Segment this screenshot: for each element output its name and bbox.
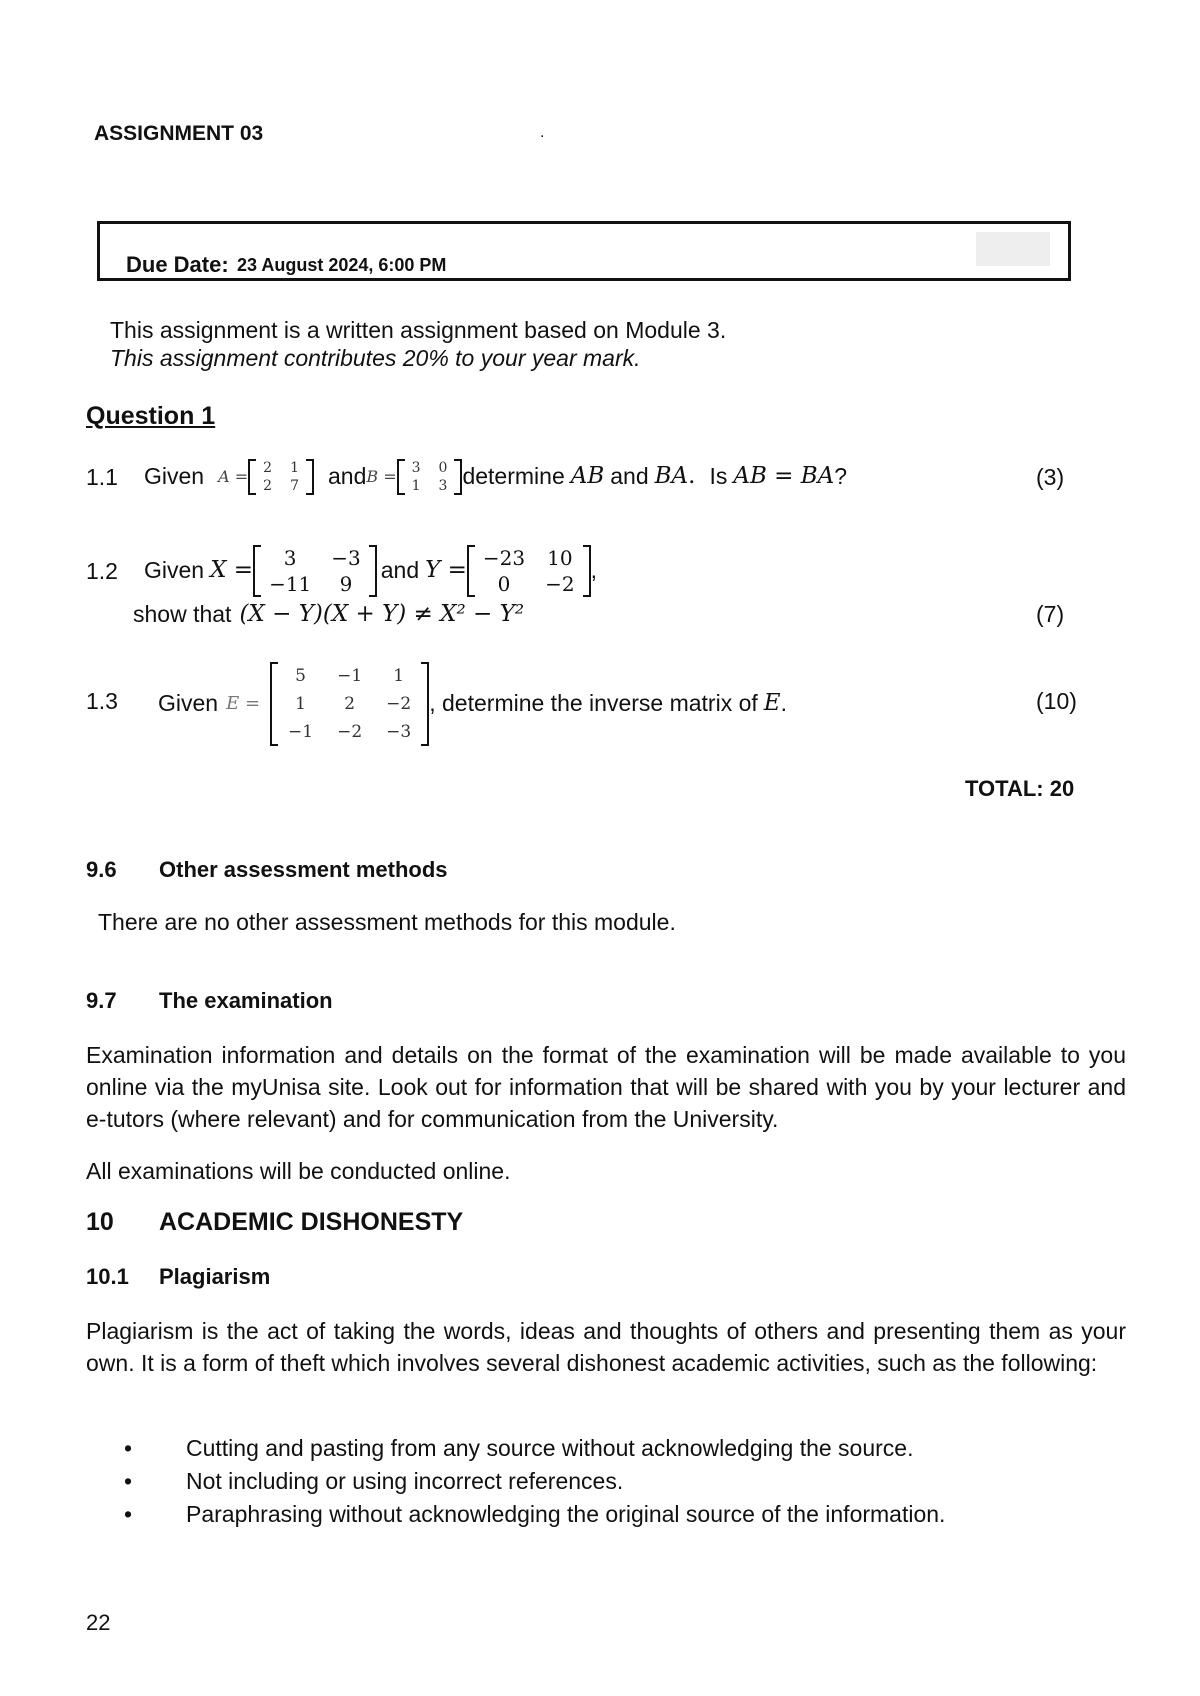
q2-show: show that: [133, 601, 232, 627]
q1-number: 1.1: [86, 464, 118, 490]
section-9-6-body: There are no other assessment methods for this module.: [98, 909, 676, 935]
q1-marks: (3): [1036, 464, 1065, 490]
matrix-y: [467, 545, 591, 597]
matrix-cell: 1: [393, 666, 405, 686]
section-10-1-title: Plagiarism: [159, 1264, 271, 1289]
q1-given: Given: [144, 463, 205, 490]
section-10-title: ACADEMIC DISHONESTY: [159, 1208, 464, 1236]
bullet-icon: •: [124, 1501, 133, 1527]
due-date-box: [97, 221, 1071, 281]
matrix-cell: 3: [283, 546, 297, 570]
q2-and: and: [380, 557, 420, 584]
matrix-cell: 1: [411, 478, 421, 494]
total-marks: TOTAL: 20: [965, 776, 1075, 801]
matrix-cell: −1: [288, 722, 314, 742]
section-9-6-number: 9.6: [86, 857, 117, 882]
matrix-b: [397, 459, 463, 495]
matrix-cell: −11: [269, 572, 312, 596]
section-10-1-number: 10.1: [86, 1264, 129, 1289]
matrix-cell: −3: [331, 546, 361, 570]
section-9-7-number: 9.7: [86, 988, 117, 1013]
q3-number: 1.3: [86, 688, 118, 714]
matrix-cell: 9: [339, 572, 353, 596]
q1-is: Is: [709, 463, 728, 490]
matrix-x: [253, 545, 377, 597]
matrix-cell: 3: [438, 478, 448, 494]
list-item: [124, 1435, 1024, 1465]
list-item: [124, 1468, 1024, 1498]
matrix-cell: 5: [295, 666, 306, 686]
matrix-cell: −1: [337, 666, 363, 686]
section-9-6-title: Other assessment methods: [159, 857, 448, 882]
matrix-cell: −2: [386, 694, 412, 714]
page-number: 22: [86, 1610, 111, 1635]
q3-given: Given: [158, 690, 219, 717]
bullet-text: Paraphrasing without acknowledging the original source of the information.: [186, 1501, 946, 1527]
q2-marks: (7): [1036, 601, 1065, 627]
matrix-cell: 7: [290, 478, 299, 494]
matrix-cell: 3: [411, 460, 421, 476]
bullet-icon: •: [124, 1468, 133, 1494]
matrix-e: [270, 662, 429, 746]
matrix-cell: −2: [545, 572, 575, 596]
q2-number: 1.2: [86, 558, 118, 584]
q1-and: and: [327, 463, 367, 490]
q1-body: [144, 450, 847, 504]
matrix-cell: 1: [295, 694, 306, 714]
matrix-cell: 0: [438, 460, 448, 476]
q1-a-label: A =: [218, 466, 249, 486]
q2-x-label: X =: [210, 557, 254, 584]
matrix-cell: 0: [497, 572, 511, 596]
intro-line-1: This assignment is a written assignment based on Module 3.: [110, 317, 727, 343]
assignment-title: ASSIGNMENT 03: [94, 122, 264, 145]
section-9-7-title: The examination: [159, 988, 333, 1013]
q1-equation: AB = BA: [733, 463, 835, 490]
q2-given: Given: [144, 557, 205, 584]
q1-b-label: B =: [366, 466, 397, 486]
question-heading: Question 1: [86, 402, 216, 430]
q1-ba: BA: [654, 463, 689, 490]
q3-e-label: E =: [226, 693, 261, 715]
matrix-cell: 2: [263, 460, 273, 476]
matrix-cell: 2: [263, 478, 273, 494]
bullet-icon: •: [124, 1435, 133, 1461]
q2-comma: ,: [590, 557, 598, 584]
q2-expression: (X − Y)(X + Y) ≠ X² − Y²: [239, 601, 525, 627]
intro-line-2: This assignment contributes 20% to your year mark.: [110, 345, 641, 371]
section-9-7-body: Examination information and details on the format of the examination will be made available to you online via the myUnisa site. Look out for information that will be shared with you by your lecturer and e-tutors (where relevant) and for communication from the University.: [86, 1042, 1126, 1132]
q1-determine: determine: [462, 463, 565, 490]
q1-and2: and: [610, 463, 649, 490]
q2-body: [144, 543, 597, 599]
matrix-cell: 1: [290, 460, 299, 476]
q3-marks: (10): [1036, 688, 1077, 714]
bullet-text: Cutting and pasting from any source without acknowledging the source.: [186, 1435, 914, 1461]
q1-qmark: ?: [834, 463, 848, 490]
q1-ab: AB: [570, 463, 605, 490]
q3-period: .: [780, 690, 787, 717]
q3-body: [158, 662, 787, 746]
matrix-cell: 2: [344, 694, 356, 714]
list-item: [124, 1501, 1024, 1531]
matrix-cell: −23: [482, 546, 526, 570]
section-9-7-online: All examinations will be conducted online.: [86, 1158, 511, 1184]
matrix-cell: −3: [386, 722, 412, 742]
q2-show-line: [133, 600, 524, 630]
q1-period: .: [688, 463, 696, 490]
due-date-shade: [976, 232, 1050, 266]
header-dot: .: [540, 124, 545, 141]
section-10-number: 10: [86, 1208, 114, 1236]
matrix-cell: −2: [337, 722, 363, 742]
q3-tail: , determine the inverse matrix of: [429, 690, 758, 717]
q2-y-label: Y =: [425, 557, 467, 584]
due-date-value: 23 August 2024, 6:00 PM: [237, 255, 447, 275]
bullet-text: Not including or using incorrect references.: [186, 1468, 624, 1494]
due-date-label: Due Date:: [126, 252, 229, 277]
matrix-a: [248, 459, 314, 495]
section-10-1-body: Plagiarism is the act of taking the words, ideas and thoughts of others and presenting them as your own. It is a form of theft which involves several dishonest academic activities, such as the following:: [86, 1318, 1126, 1376]
matrix-cell: 10: [547, 546, 573, 570]
q3-e-symbol: E: [763, 690, 781, 717]
